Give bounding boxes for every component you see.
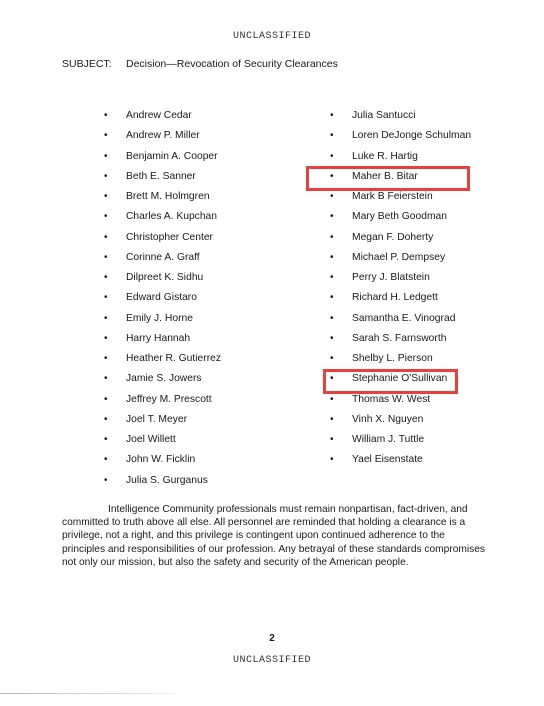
subject-label: SUBJECT: bbox=[62, 58, 112, 70]
person-name: Andrew Cedar bbox=[126, 110, 192, 121]
person-name: William J. Tuttle bbox=[352, 434, 425, 445]
bullet-icon: • bbox=[330, 211, 334, 223]
person-name: Dilpreet K. Sidhu bbox=[126, 272, 204, 283]
bullet-icon: • bbox=[330, 272, 334, 283]
person-name: Joel Willett bbox=[126, 434, 176, 445]
person-name: Edward Gistaro bbox=[126, 292, 197, 304]
name-list-item bbox=[330, 126, 471, 146]
classification-header: UNCLASSIFIED bbox=[232, 31, 311, 42]
bullet-icon: • bbox=[330, 191, 334, 202]
bullet-icon: • bbox=[104, 332, 108, 344]
bullet-icon: • bbox=[104, 251, 108, 263]
name-list-item bbox=[104, 430, 221, 450]
name-list-item bbox=[330, 268, 471, 288]
bullet-icon: • bbox=[330, 413, 334, 425]
person-name: Yael Eisenstate bbox=[352, 454, 423, 466]
person-name: Christopher Center bbox=[126, 231, 213, 243]
name-list-item bbox=[330, 147, 471, 167]
bullet-icon: • bbox=[330, 251, 334, 263]
bullet-icon: • bbox=[330, 434, 334, 445]
person-name: Julia S. Gurganus bbox=[126, 474, 208, 486]
bullet-icon: • bbox=[104, 130, 108, 142]
person-name: Mary Beth Goodman bbox=[352, 211, 448, 223]
person-name: Megan F. Doherty bbox=[352, 231, 434, 243]
bullet-icon: • bbox=[104, 393, 108, 405]
person-name: Emily J. Horne bbox=[126, 312, 193, 324]
person-name: Michael P. Dempsey bbox=[352, 251, 446, 263]
name-list-item bbox=[104, 147, 221, 167]
person-name: Sarah S. Farnsworth bbox=[352, 332, 447, 344]
person-name: Corinne A. Graff bbox=[126, 251, 200, 263]
name-list-item bbox=[330, 248, 471, 268]
scan-edge-line bbox=[0, 693, 190, 694]
person-name: Beth E. Sanner bbox=[126, 170, 196, 182]
person-name: Shelby L. Pierson bbox=[352, 353, 433, 364]
name-list-item bbox=[330, 309, 471, 329]
person-name: Jeffrey M. Prescott bbox=[126, 393, 212, 405]
bullet-icon: • bbox=[104, 413, 108, 425]
bullet-icon: • bbox=[104, 353, 108, 364]
bullet-icon: • bbox=[104, 272, 108, 283]
bullet-icon: • bbox=[104, 110, 108, 121]
name-list-item bbox=[330, 410, 471, 430]
bullet-icon: • bbox=[104, 434, 108, 445]
highlight-box-osullivan bbox=[323, 369, 458, 394]
name-list-item bbox=[330, 228, 471, 248]
bullet-icon: • bbox=[330, 332, 334, 344]
subject-text: Decision—Revocation of Security Clearances bbox=[126, 58, 338, 70]
bullet-icon: • bbox=[104, 373, 108, 385]
person-name: Samantha E. Vinograd bbox=[352, 312, 456, 324]
bullet-icon: • bbox=[104, 312, 108, 324]
name-list-item bbox=[104, 471, 221, 491]
name-list-item bbox=[104, 329, 221, 349]
bullet-icon: • bbox=[330, 373, 334, 385]
bullet-icon: • bbox=[330, 393, 334, 405]
body-paragraph: Intelligence Community professionals must remain nonpartisan, fact-driven, and committed to truth above all else. All personnel are reminded that holding a clearance is a privilege, not a right, and this privilege is contingent upon continued adherence to the principles and responsibilities of our profession. Any betrayal of these standards compromises not only our mission, but also the safety and security of the American people. bbox=[62, 504, 485, 568]
person-name: Vinh X. Nguyen bbox=[352, 413, 424, 425]
person-name: Benjamin A. Cooper bbox=[126, 150, 218, 162]
person-name: Brett M. Holmgren bbox=[126, 191, 210, 202]
name-list-item bbox=[104, 390, 221, 410]
person-name: Mark B Feierstein bbox=[352, 191, 433, 202]
person-name: Jamie S. Jowers bbox=[126, 373, 202, 385]
bullet-icon: • bbox=[104, 231, 108, 243]
name-list-item bbox=[104, 167, 221, 187]
name-list-item bbox=[330, 450, 471, 470]
bullet-icon: • bbox=[330, 150, 334, 162]
name-list-item bbox=[104, 126, 221, 146]
person-name: Maher B. Bitar bbox=[352, 170, 418, 182]
bullet-icon: • bbox=[104, 170, 108, 182]
name-list-item bbox=[104, 369, 221, 389]
person-name: Stephanie O'Sullivan bbox=[352, 373, 448, 385]
person-name: Luke R. Hartig bbox=[352, 150, 418, 162]
bullet-icon: • bbox=[330, 130, 334, 142]
bullet-icon: • bbox=[104, 150, 108, 162]
person-name: Harry Hannah bbox=[126, 332, 191, 344]
highlight-box-bitar bbox=[306, 166, 470, 191]
bullet-icon: • bbox=[330, 231, 334, 243]
name-list-item bbox=[104, 228, 221, 248]
name-list-item bbox=[330, 349, 471, 369]
bullet-icon: • bbox=[104, 454, 108, 466]
person-name: Andrew P. Miller bbox=[126, 130, 200, 142]
classification-footer: UNCLASSIFIED bbox=[232, 655, 311, 666]
person-name: Richard H. Ledgett bbox=[352, 292, 438, 304]
name-list-item bbox=[104, 207, 221, 227]
bullet-icon: • bbox=[104, 292, 108, 304]
person-name: Julia Santucci bbox=[352, 110, 416, 121]
name-list-item bbox=[104, 268, 221, 288]
person-name: Joel T. Meyer bbox=[126, 413, 188, 425]
name-list-item bbox=[104, 349, 221, 369]
bullet-icon: • bbox=[330, 312, 334, 324]
name-list-item bbox=[104, 248, 221, 268]
name-list-item bbox=[330, 329, 471, 349]
bullet-icon: • bbox=[330, 110, 334, 121]
name-list-item bbox=[104, 187, 221, 207]
name-list-item bbox=[330, 430, 471, 450]
person-name: Charles A. Kupchan bbox=[126, 211, 218, 223]
bullet-icon: • bbox=[330, 170, 334, 182]
name-list-item bbox=[330, 106, 471, 126]
bullet-icon: • bbox=[104, 191, 108, 202]
person-name: Thomas W. West bbox=[352, 393, 431, 405]
name-list-item bbox=[330, 207, 471, 227]
name-list-item bbox=[330, 288, 471, 308]
bullet-icon: • bbox=[330, 454, 334, 466]
bullet-icon: • bbox=[330, 353, 334, 364]
person-name: Perry J. Blatstein bbox=[352, 272, 430, 283]
bullet-icon: • bbox=[330, 292, 334, 304]
subject-line bbox=[62, 58, 338, 70]
page-number: 2 bbox=[269, 633, 275, 644]
name-list-item bbox=[104, 309, 221, 329]
bullet-icon: • bbox=[104, 474, 108, 486]
name-list-item bbox=[104, 106, 221, 126]
name-list-item bbox=[104, 450, 221, 470]
names-list-left bbox=[104, 106, 221, 491]
person-name: Heather R. Gutierrez bbox=[126, 353, 221, 364]
name-list-item bbox=[104, 288, 221, 308]
names-list-right bbox=[330, 106, 471, 471]
name-list-item bbox=[104, 410, 221, 430]
person-name: Loren DeJonge Schulman bbox=[352, 130, 472, 142]
person-name: John W. Ficklin bbox=[126, 454, 196, 466]
bullet-icon: • bbox=[104, 211, 108, 223]
